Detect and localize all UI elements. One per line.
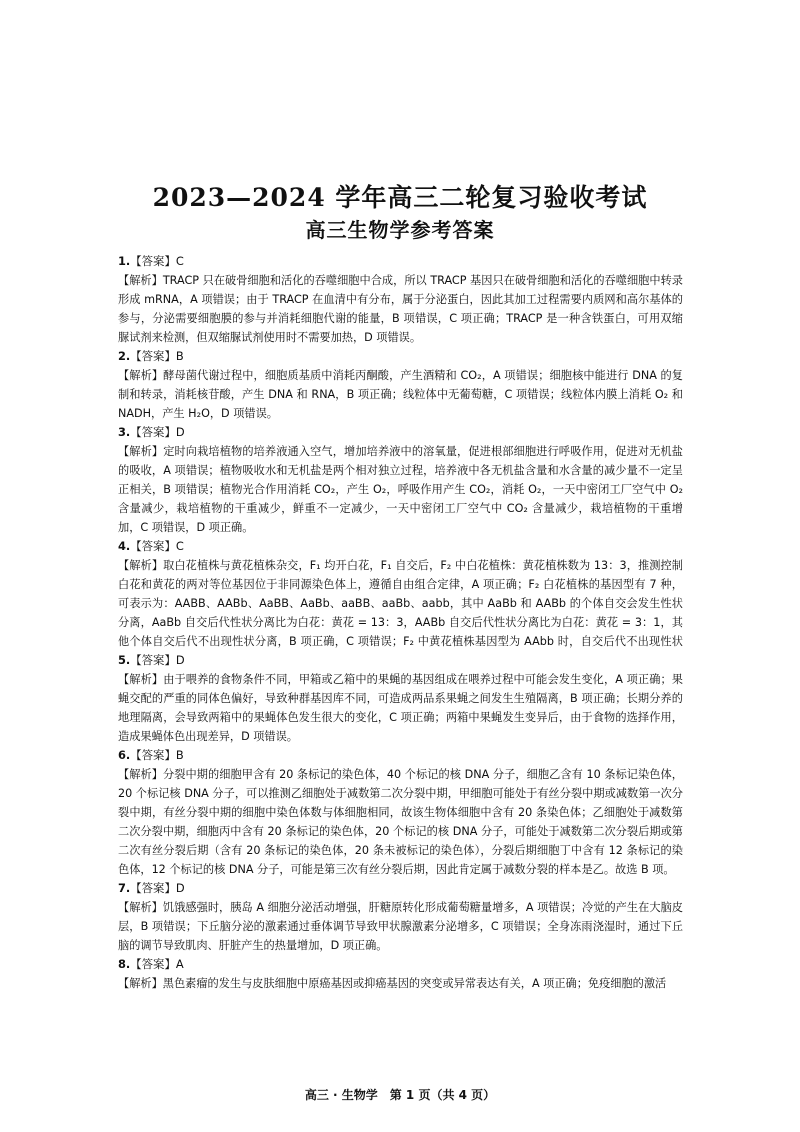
question-number: 4. [118, 539, 131, 553]
answer-item-2 [118, 347, 683, 423]
answer-item-8 [118, 955, 683, 993]
question-number: 7. [118, 881, 131, 895]
question-number: 3. [118, 425, 131, 439]
answer-list [118, 252, 683, 993]
answer-label: 【答案】D [130, 653, 185, 667]
answer-item-3 [118, 423, 683, 537]
answer-item-6 [118, 746, 683, 879]
answer-label: 【答案】D [130, 425, 185, 439]
explanation-text: 【解析】TRACP 只在破骨细胞和活化的吞噬细胞中合成，所以 TRACP 基因只在破骨细胞和活化的吞噬细胞中转录形成 mRNA，A 项错误；由于 TRACP 在血清中有分布，属于分泌蛋白，因此其加工过程需要内质网和高尔基体的参与，分泌需要细胞膜的参与并消耗细胞代谢的能量，B 项错误，C 项正确；TRACP 是一种含铁蛋白，可用双缩脲试剂来检测，但双缩脲试剂使用时不需要加热，D 项错误。 [118, 274, 683, 344]
answer-item-1 [118, 252, 683, 347]
question-number: 8. [118, 957, 131, 971]
page-subtitle: 高三生物学参考答案 [305, 218, 495, 242]
explanation-text: 【解析】分裂中期的细胞甲含有 20 条标记的染色体，40 个标记的核 DNA 分子，细胞乙含有 10 条标记染色体，20 个标记核 DNA 分子，可以推测乙细胞处于减数第二次分裂中期，甲细胞可能处于有丝分裂中期或减数第一次分裂中期，有丝分裂中期的细胞中染色体数与体细胞相同，故该生物体细胞中含有 20 条染色体；乙细胞处于减数第二次分裂中期，细胞丙中含有 20 条标记的染色体，20 个标记的核 DNA 分子，可能处于减数第二次分裂后期或第二次有丝分裂后期（含有 20 条标记的染色体，20 条未被标记的染色体），分裂后期细胞丁中含有 12 条标记的染色体，12 个标记的核 DNA 分子，可能是第三次有丝分裂后期，因此肯定属于减数分裂的样本是乙。故选 B 项。 [118, 768, 683, 876]
explanation-text: 【解析】酵母菌代谢过程中，细胞质基质中消耗丙酮酸，产生酒精和 CO₂，A 项错误；细胞核中能进行 DNA 的复制和转录，消耗核苷酸，产生 DNA 和 RNA，B 项正确；线粒体中无葡萄糖，C 项错误；线粒体内膜上消耗 O₂ 和 NADH，产生 H₂O，D 项错误。 [118, 369, 683, 420]
answer-label: 【答案】B [130, 349, 184, 363]
answer-item-5 [118, 651, 683, 746]
question-number: 6. [118, 748, 131, 762]
answer-label: 【答案】C [130, 539, 184, 553]
page-footer: 高三 · 生物学 第 1 页（共 4 页） [304, 1088, 496, 1102]
answer-label: 【答案】B [130, 748, 184, 762]
question-number: 5. [118, 653, 131, 667]
explanation-text: 【解析】取白花植株与黄花植株杂交，F₁ 均开白花，F₁ 自交后，F₂ 中白花植株：黄花植株数为 13：3，推测控制白花和黄花的两对等位基因位于非同源染色体上，遵循自由组合定律，A 项正确；F₂ 白花植株的基因型有 7 种，可表示为：AABB、AABb、AaBB、AaBb、aaBB、aaBb、aabb，其中 AaBb 和 AABb 的个体自交会发生性状分离，AaBb 自交后代性状分离比为白花：黄花 = 13：3，AABb 自交后代性状分离比为白花：黄花 = 3：1，其他个体自交后代不出现性状分离，B 项正确，C 项错误；F₂ 中黄花植株基因型为 AAbb 时，自交后代不出现性状 [118, 559, 683, 648]
explanation-text: 【解析】定时向栽培植物的培养液通入空气，增加培养液中的溶氧量，促进根部细胞进行呼吸作用，促进对无机盐的吸收，A 项错误；植物吸收水和无机盐是两个相对独立过程，培养液中各无机盐含量和水含量的减少量不一定呈正相关，B 项错误；植物光合作用消耗 CO₂，产生 O₂，呼吸作用产生 CO₂，消耗 O₂，一天中密闭工厂空气中 O₂ 含量减少，栽培植物的干重减少，鲜重不一定减少，一天中密闭工厂空气中 CO₂ 含量减少，栽培植物的干重增加，C 项错误，D 项正确。 [118, 445, 683, 534]
answer-item-7 [118, 879, 683, 955]
question-number: 2. [118, 349, 131, 363]
answer-label: 【答案】A [130, 957, 184, 971]
answer-item-4 [118, 537, 683, 651]
question-number: 1. [118, 254, 131, 268]
answer-label: 【答案】D [130, 881, 185, 895]
explanation-text: 【解析】黑色素瘤的发生与皮肤细胞中原癌基因或抑癌基因的突变或异常表达有关，A 项正确；免疫细胞的激活 [118, 977, 667, 990]
explanation-text: 【解析】由于喂养的食物条件不同，甲箱或乙箱中的果蝇的基因组成在喂养过程中可能会发生变化，A 项正确；果蝇交配的严重的同体色偏好，导致种群基因库不同，可造成两品系果蝇之间发生生殖隔离，B 项正确；长期分养的地理隔离，会导致两箱中的果蝇体色发生很大的变化，C 项正确；两箱中果蝇发生变异后，由于食物的选择作用，造成果蝇体色出现差异，D 项错误。 [118, 673, 683, 743]
explanation-text: 【解析】饥饿感强时，胰岛 A 细胞分泌活动增强，肝糖原转化形成葡萄糖量增多，A 项错误；冷觉的产生在大脑皮层，B 项错误；下丘脑分泌的激素通过垂体调节导致甲状腺激素分泌增多，C 项错误；全身冻雨浇湿时，通过下丘脑的调节导致肌肉、肝脏产生的热量增加，D 项正确。 [118, 901, 683, 952]
page-title: 2023—2024 学年高三二轮复习验收考试 [152, 183, 648, 212]
answer-label: 【答案】C [130, 254, 184, 268]
